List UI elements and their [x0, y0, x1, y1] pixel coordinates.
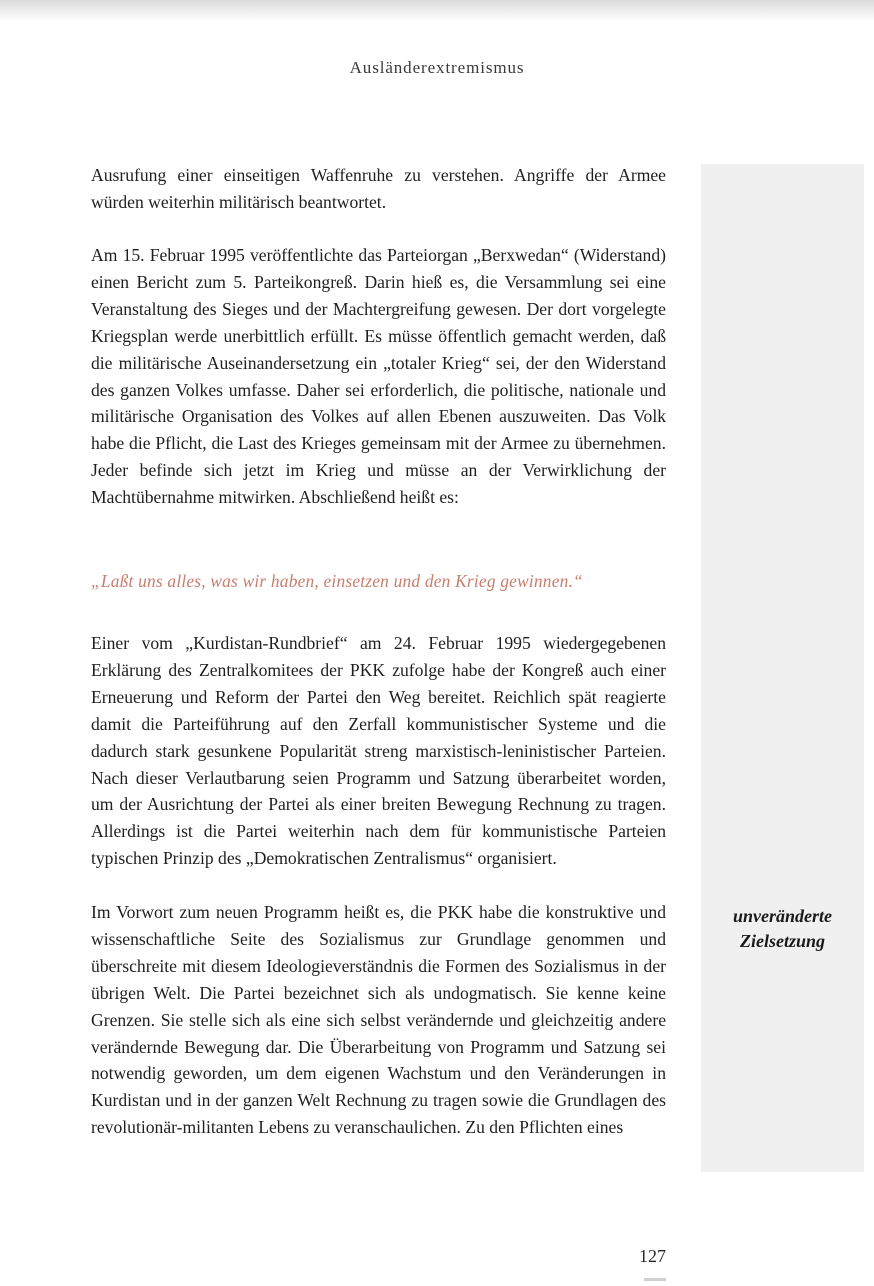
page-number-underline: [644, 1278, 666, 1281]
margin-note-line-2: Zielsetzung: [739, 931, 825, 951]
page-top-shadow: [0, 0, 874, 22]
paragraph-2: Am 15. Februar 1995 veröffentlichte das Parteiorgan „Berxwedan“ (Widerstand) einen Bericht zum 5. Parteikongreß. Darin hieß es, die Versammlung sei eine Veranstaltung des Sieges und der Machtergreifung gewesen. Der dort vorgelegte Kriegsplan werde unerbittlich erfüllt. Es müsse öffentlich gemacht werden, daß die militärische Auseinandersetzung ein „totaler Krieg“ sei, der den Widerstand des ganzen Volkes umfasse. Daher sei erforderlich, die politische, nationale und militärische Organisation des Volkes auf allen Ebenen auszuweiten. Das Volk habe die Pflicht, die Last des Krieges gemeinsam mit der Armee zu übernehmen. Jeder befinde sich jetzt im Krieg und müsse an der Verwirklichung der Machtübernahme mitwirken. Abschließend heißt es:: [91, 245, 666, 508]
paragraph-4: Im Vorwort zum neuen Programm heißt es, die PKK habe die konstruktive und wissenschaftliche Seite des Sozialismus zur Grundlage genommen und überschreite mit diesem Ideologieverständnis die Formen des Sozialismus in der übrigen Welt. Die Partei bezeichnet sich als undogmatisch. Sie kenne keine Grenzen. Sie stelle sich als eine sich selbst verändernde und gleichzeitig andere verändernde Bewegung dar. Die Überarbeitung von Programm und Satzung sei notwendig geworden, um dem eigenen Wachstum und den Veränderungen in Kurdistan und in der ganzen Welt Rechnung zu tragen sowie die Grundlagen des revolutionär-militanten Lebens zu veranschaulichen. Zu den Pflichten eines: [91, 902, 666, 1138]
running-header: Ausländerextremismus: [349, 58, 525, 77]
margin-note: [701, 904, 864, 954]
paragraph-1: Ausrufung einer einseitigen Waffenruhe zu verstehen. Angriffe der Armee würden weiterhin militärisch beantwortet.: [91, 165, 666, 212]
page-number: 127: [639, 1246, 666, 1266]
margin-note-column: [701, 164, 864, 1172]
paragraph-3: Einer vom „Kurdistan-Rundbrief“ am 24. Februar 1995 wiedergegebenen Erklärung des Zentralkomitees der PKK zufolge habe der Kongreß auch einer Erneuerung und Reform der Partei den Weg bereitet. Reichlich spät reagierte damit die Parteiführung auf den Zerfall kommunistischer Systeme und die dadurch stark gesunkene Popularität streng marxistisch-leninistischer Parteien. Nach dieser Verlautbarung seien Programm und Satzung überarbeitet worden, um der Ausrichtung der Partei als einer breiten Bewegung Rechnung zu tragen. Allerdings ist die Partei weiterhin nach dem für kommunistische Parteien typischen Prinzip des „Demokratischen Zentralismus“ organisiert.: [91, 633, 666, 869]
block-quote: „Laßt uns alles, was wir haben, einsetzen und den Krieg gewinnen.“: [91, 571, 583, 591]
margin-note-line-1: unveränderte: [733, 906, 832, 926]
